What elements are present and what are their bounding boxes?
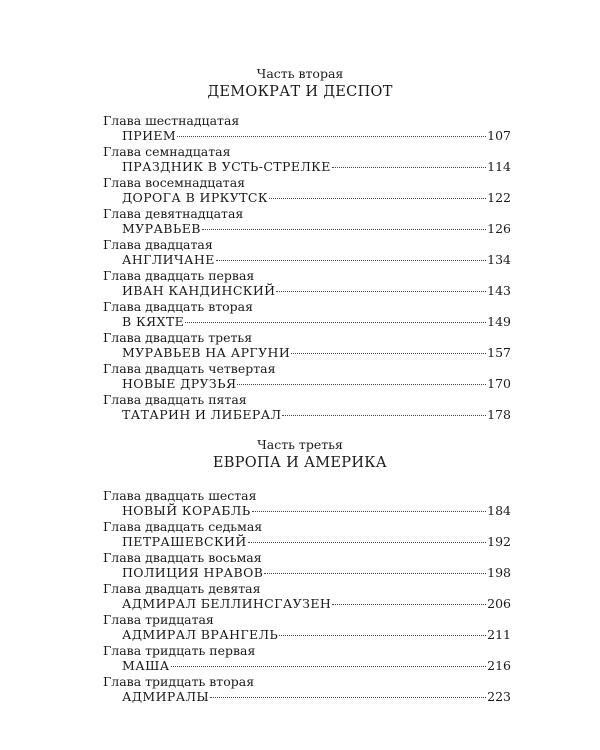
page-number: 211: [487, 627, 511, 642]
chapter-label: Глава двадцать четвертая: [103, 361, 276, 376]
chapter-title: ПОЛИЦИЯ НРАВОВ: [122, 565, 264, 580]
page-number: 149: [487, 314, 511, 329]
toc-entry[interactable]: [103, 612, 511, 643]
page-number: 198: [487, 565, 511, 580]
dot-leader: [210, 697, 486, 698]
chapter-label: Глава шестнадцатая: [103, 113, 240, 128]
chapter-label: Глава тридцать первая: [103, 643, 256, 658]
dot-leader: [279, 635, 486, 636]
chapter-label: Глава двадцать первая: [103, 268, 255, 283]
chapter-title: АДМИРАЛЫ: [122, 689, 210, 704]
chapter-title: ИВАН КАНДИНСКИЙ: [122, 283, 276, 298]
toc-entry[interactable]: [103, 144, 511, 175]
dot-leader: [185, 322, 486, 323]
chapter-label: Глава восемнадцатая: [103, 175, 246, 190]
toc-section-part-2: [103, 66, 511, 423]
page-number: 157: [487, 345, 511, 360]
dot-leader: [264, 573, 486, 574]
chapter-title: МУРАВЬЕВ: [122, 221, 201, 236]
chapter-label: Глава двадцатая: [103, 237, 213, 252]
dot-leader: [252, 511, 487, 512]
toc-entry[interactable]: [103, 299, 511, 330]
dot-leader: [332, 167, 486, 168]
toc-entry[interactable]: [103, 519, 511, 550]
toc-entry[interactable]: [103, 237, 511, 268]
dot-leader: [291, 353, 486, 354]
page-number: 143: [487, 283, 511, 298]
page-number: 170: [487, 376, 511, 391]
page-number: 206: [487, 596, 511, 611]
chapter-title: ПРАЗДНИК В УСТЬ-СТРЕЛКЕ: [122, 159, 331, 174]
dot-leader: [171, 666, 487, 667]
part-header: [0, 437, 600, 472]
chapter-label: Глава двадцать третья: [103, 330, 253, 345]
toc-entry[interactable]: [103, 392, 511, 423]
chapter-label: Глава двадцать девятая: [103, 581, 261, 596]
part-title: ДЕМОКРАТ И ДЕСПОТ: [207, 84, 393, 100]
chapter-label: Глава девятнадцатая: [103, 206, 244, 221]
dot-leader: [216, 260, 486, 261]
page-number: 223: [487, 689, 511, 704]
chapter-title: АНГЛИЧАНЕ: [122, 252, 215, 267]
page-number: 114: [487, 159, 511, 174]
chapter-title: АДМИРАЛ БЕЛЛИНСГАУЗЕН: [122, 596, 332, 611]
dot-leader: [237, 384, 486, 385]
chapter-label: Глава двадцать восьмая: [103, 550, 262, 565]
chapter-label: Глава тридцать вторая: [103, 674, 255, 689]
chapter-title: ДОРОГА В ИРКУТСК: [122, 190, 268, 205]
dot-leader: [202, 229, 486, 230]
chapter-title: НОВЫЕ ДРУЗЬЯ: [122, 376, 237, 391]
chapter-title: АДМИРАЛ ВРАНГЕЛЬ: [122, 627, 279, 642]
toc-entry[interactable]: [103, 175, 511, 206]
page-number: 107: [487, 128, 511, 143]
dot-leader: [248, 542, 486, 543]
dot-leader: [282, 415, 486, 416]
chapter-title: ПРИЕМ: [122, 128, 177, 143]
part-header: [0, 66, 600, 101]
chapter-title: МАША: [122, 658, 170, 673]
page-number: 192: [487, 534, 511, 549]
dot-leader: [276, 291, 486, 292]
toc-entry[interactable]: [103, 581, 511, 612]
toc-entry[interactable]: [103, 550, 511, 581]
page-number: 184: [487, 503, 511, 518]
part-label: Часть третья: [257, 437, 343, 452]
dot-leader: [269, 198, 486, 199]
page-number: 122: [487, 190, 511, 205]
toc-entry[interactable]: [103, 330, 511, 361]
part-title: ЕВРОПА И АМЕРИКА: [212, 455, 388, 471]
toc-entry[interactable]: [103, 206, 511, 237]
part-label: Часть вторая: [256, 66, 344, 81]
toc-entry[interactable]: [103, 488, 511, 519]
chapter-label: Глава двадцать шестая: [103, 488, 257, 503]
chapter-title: В КЯХТЕ: [122, 314, 185, 329]
toc-entry[interactable]: [103, 113, 511, 144]
dot-leader: [332, 604, 486, 605]
chapter-title: НОВЫЙ КОРАБЛЬ: [122, 503, 251, 518]
chapter-title: ТАТАРИН И ЛИБЕРАЛ: [122, 407, 282, 422]
chapter-label: Глава двадцать пятая: [103, 392, 247, 407]
toc-section-part-3: [103, 437, 511, 705]
chapter-title: МУРАВЬЕВ НА АРГУНИ: [122, 345, 291, 360]
page-number: 216: [487, 658, 511, 673]
page-number: 134: [487, 252, 511, 267]
page-number: 126: [487, 221, 511, 236]
chapter-title: ПЕТРАШЕВСКИЙ: [122, 534, 247, 549]
chapter-label: Глава тридцатая: [103, 612, 214, 627]
toc-entry[interactable]: [103, 361, 511, 392]
page-number: 178: [487, 407, 511, 422]
toc-entry[interactable]: [103, 268, 511, 299]
chapter-label: Глава семнадцатая: [103, 144, 231, 159]
chapter-label: Глава двадцать вторая: [103, 299, 254, 314]
chapter-label: Глава двадцать седьмая: [103, 519, 263, 534]
toc-entry[interactable]: [103, 643, 511, 674]
toc-entry[interactable]: [103, 674, 511, 705]
dot-leader: [177, 136, 486, 137]
